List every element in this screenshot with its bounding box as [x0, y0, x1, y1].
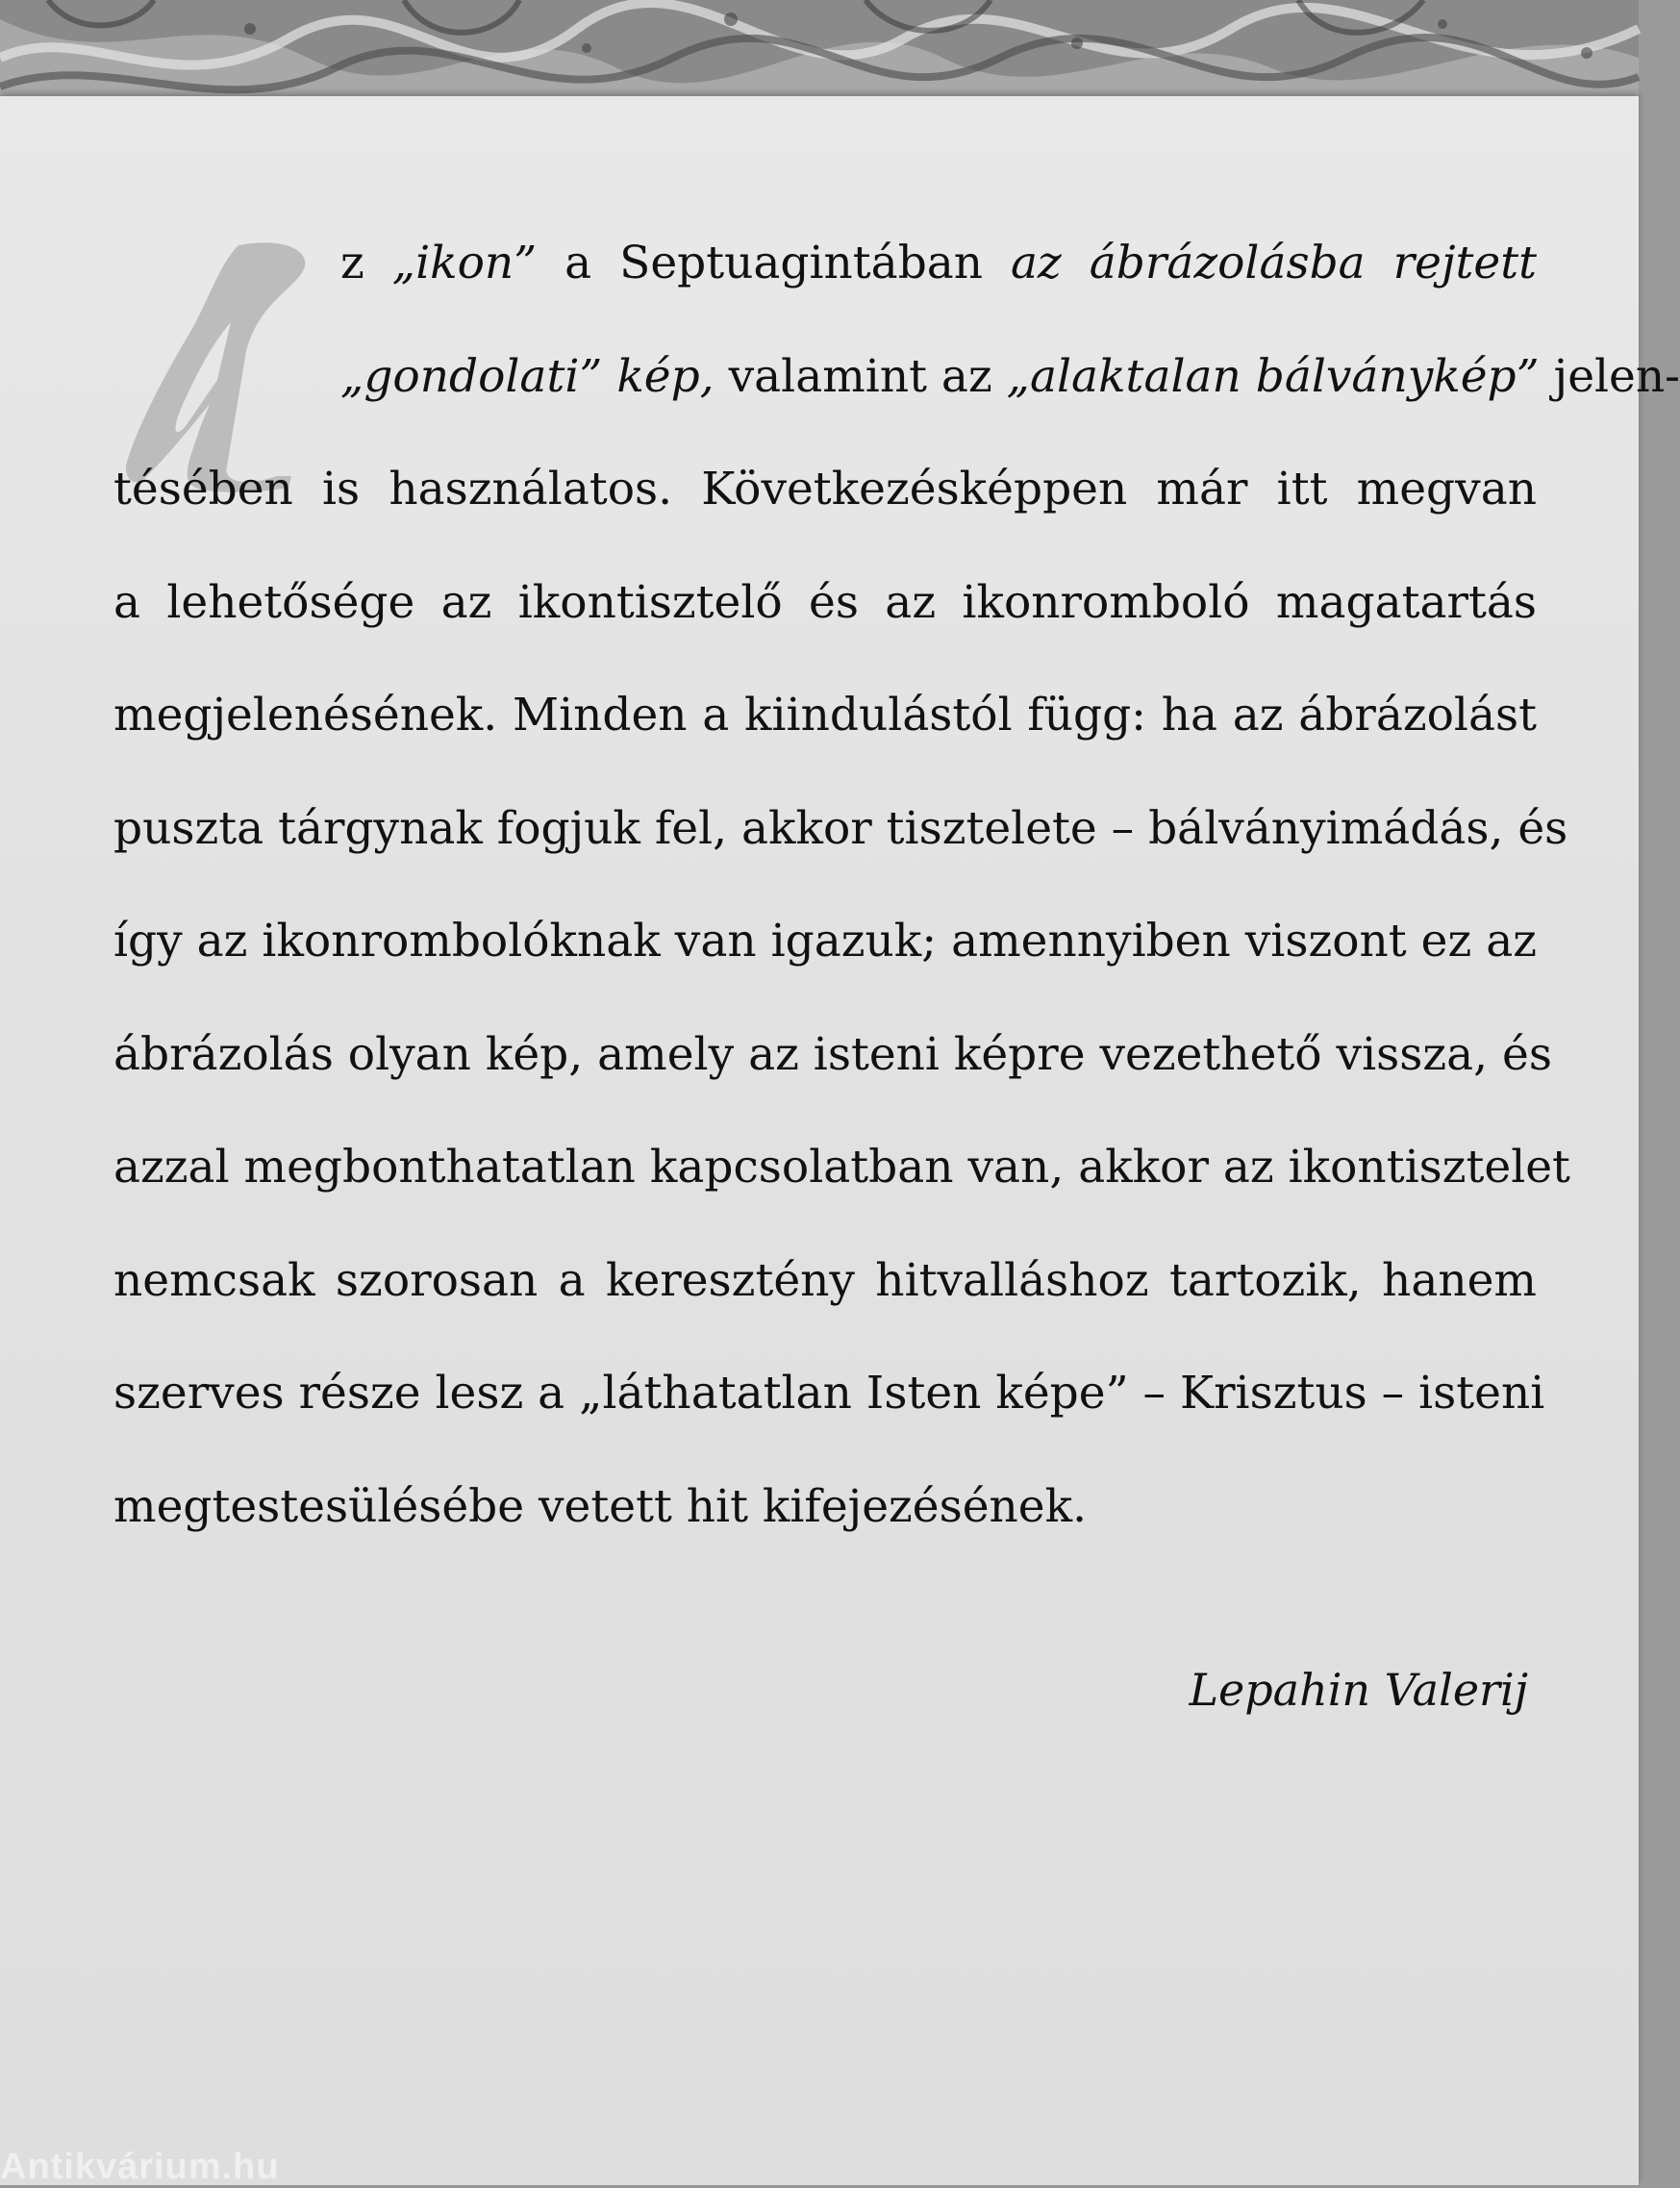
text-segment: tésében is használatos. Következésképpen már itt megvan	[113, 463, 1537, 516]
watermark: Antikvárium.hu	[0, 2147, 280, 2187]
text-line	[113, 998, 1552, 1112]
text-segment: puszta tárgynak fogjuk fel, akkor tisztelete – bálványimádás, és	[113, 801, 1568, 855]
text-line	[113, 1337, 1545, 1450]
text-line	[340, 320, 1680, 434]
text-segment: valamint az	[714, 349, 1007, 403]
text-segment: „ikon”	[391, 237, 538, 289]
text-line	[113, 772, 1568, 886]
text-segment: az ábrázolásba rejtett	[1011, 237, 1537, 289]
text-line	[340, 207, 1537, 320]
text-segment: megjelenésének. Minden a kiindulástól függ: ha az ábrázolást	[113, 689, 1537, 742]
text-segment: jelen-	[1539, 349, 1680, 403]
body-text	[113, 207, 1680, 1563]
author-signature: Lepahin Valerij	[1189, 1664, 1528, 1716]
text-segment: „gondolati” kép,	[340, 349, 715, 403]
text-segment: „alaktalan bálványkép”	[1006, 349, 1540, 403]
text-segment: megtestesülésébe vetett hit kifejezésének.	[113, 1479, 1088, 1533]
text-line	[113, 885, 1537, 998]
text-line	[113, 1224, 1537, 1338]
text-line	[113, 433, 1537, 546]
text-segment: így az ikonrombolóknak van igazuk; amennyiben viszont ez az	[113, 915, 1537, 968]
text-segment: a lehetősége az ikontisztelő és az ikonromboló magatartás	[113, 575, 1537, 629]
text-segment: azzal megbonthatatlan kapcsolatban van, akkor az ikontisztelet	[113, 1141, 1570, 1194]
text-line	[113, 1450, 1537, 1564]
text-line	[113, 1111, 1570, 1224]
text-segment: ábrázolás olyan kép, amely az isteni képre vezethető vissza, és	[113, 1027, 1552, 1081]
text-segment: szerves része lesz a „láthatatlan Isten képe” – Krisztus – isteni	[113, 1367, 1545, 1420]
text-line	[113, 659, 1537, 772]
text-line	[113, 546, 1537, 660]
text-segment: nemcsak szorosan a keresztény hitvalláshoz tartozik, hanem	[113, 1253, 1537, 1307]
text-segment: a Septuagintában	[537, 237, 1012, 289]
text-segment: z	[340, 237, 392, 289]
